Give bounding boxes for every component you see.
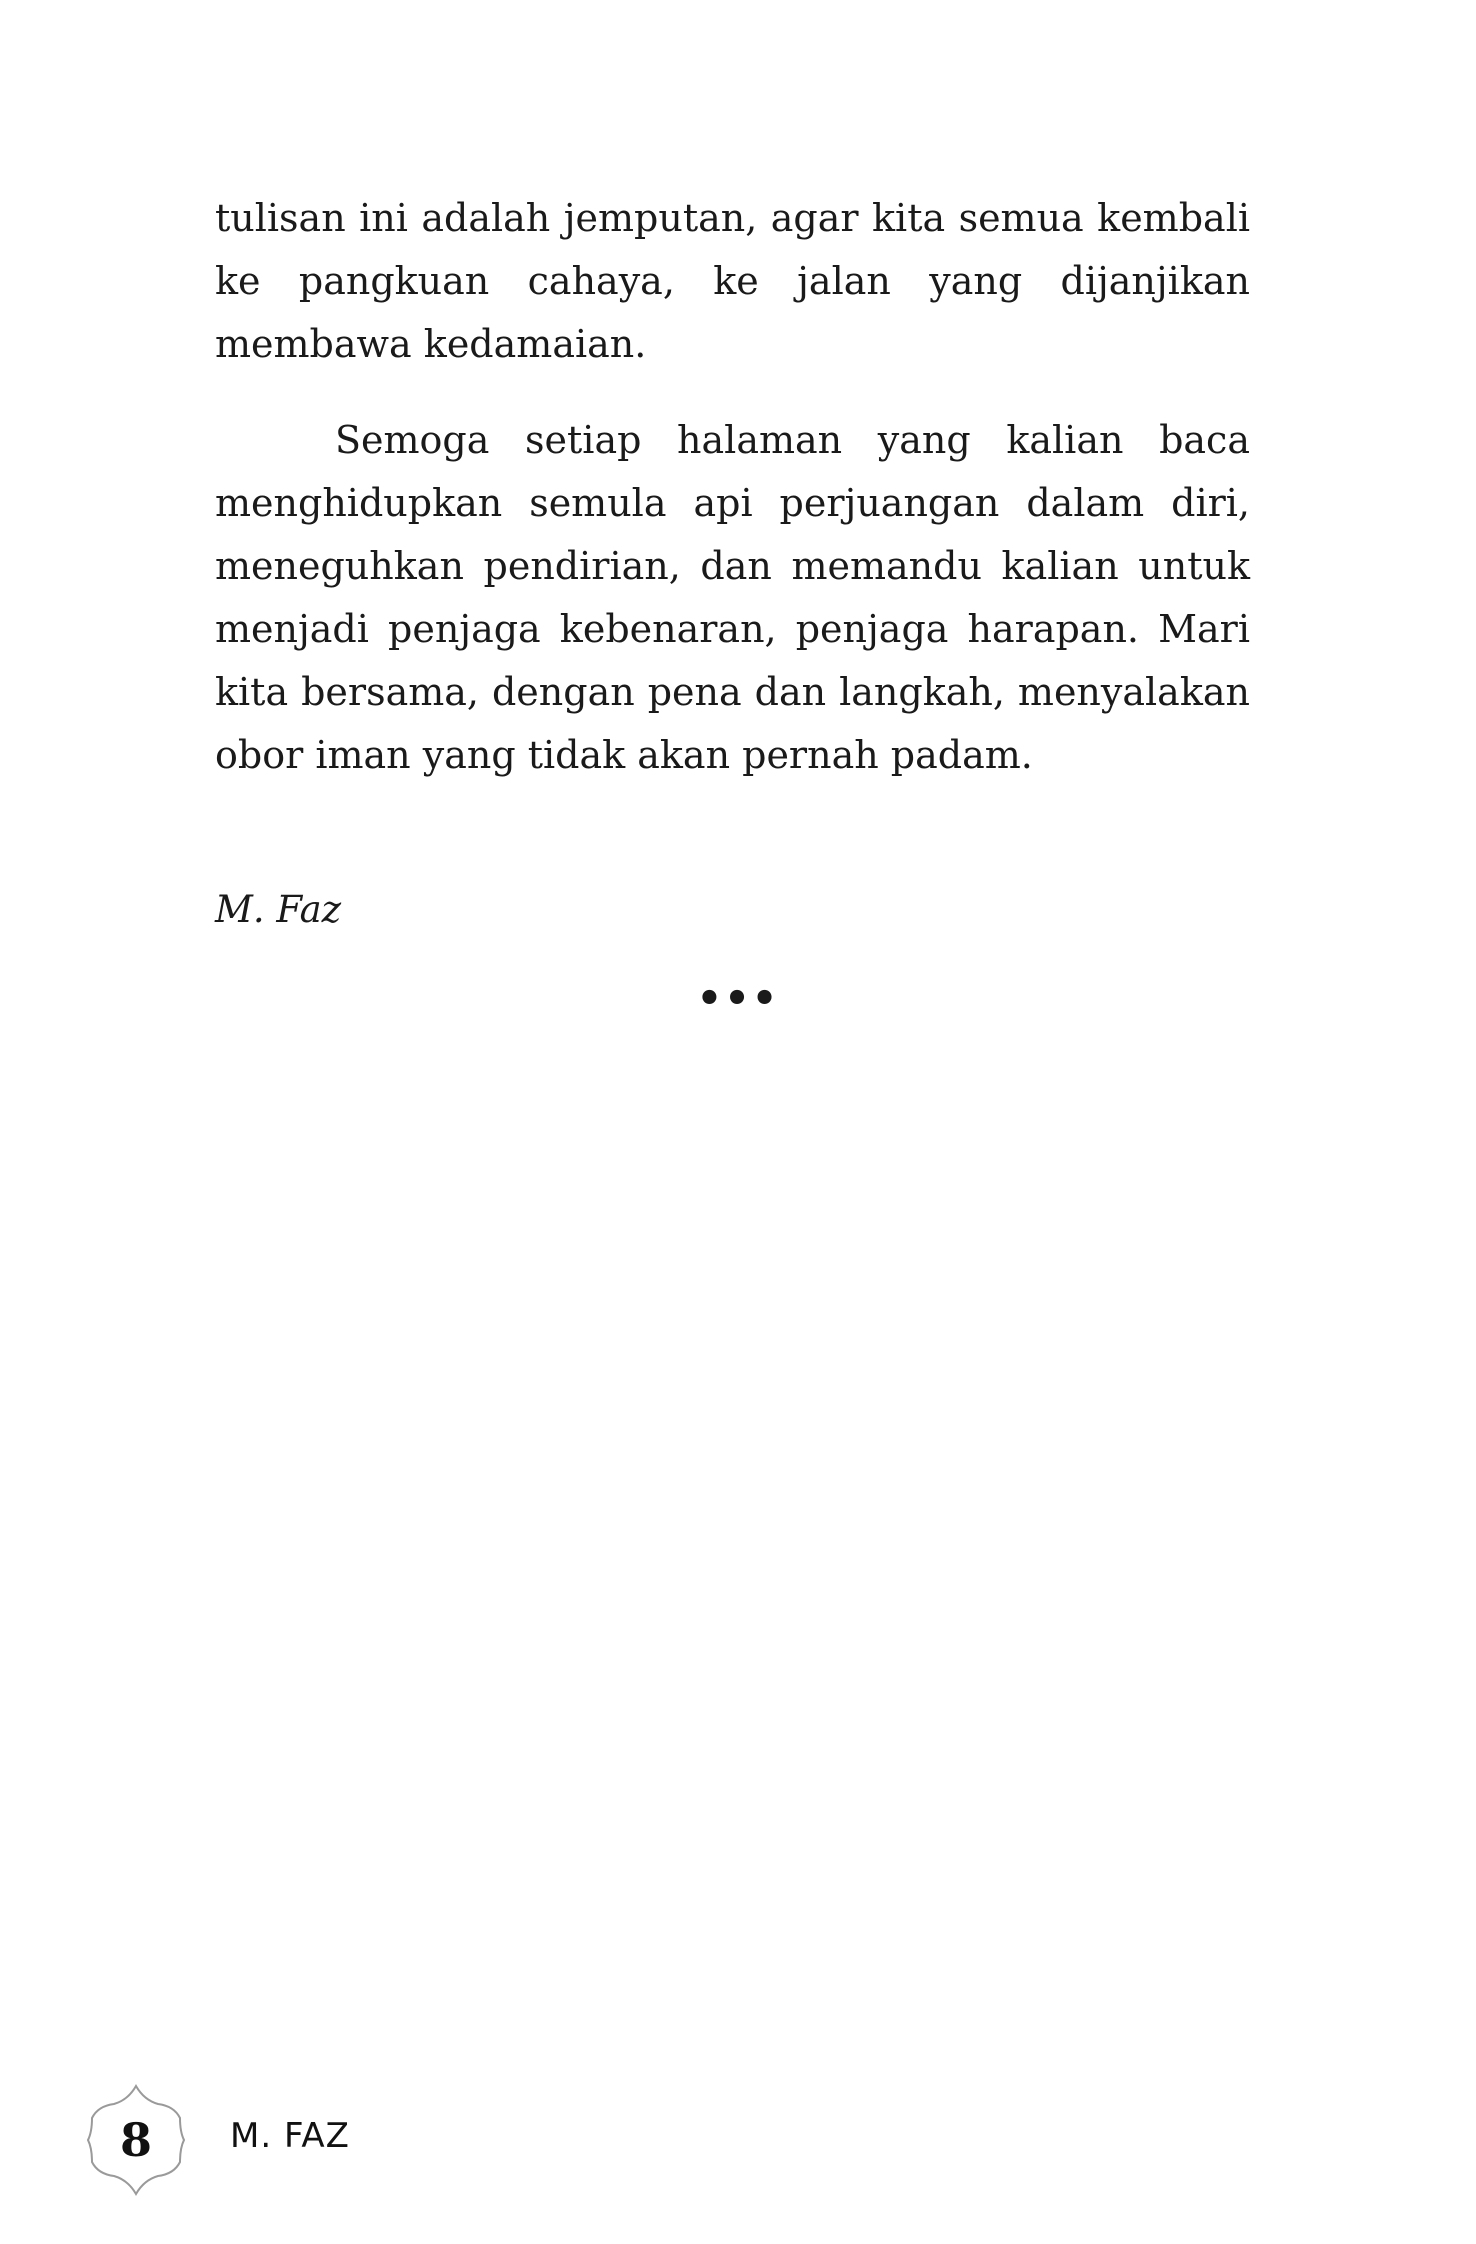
page-number: 8 bbox=[119, 2113, 152, 2167]
running-head-author: M. FAZ bbox=[230, 2116, 350, 2156]
section-separator: ••• bbox=[696, 975, 780, 1022]
page-number-badge bbox=[84, 2082, 188, 2198]
paragraph-continuation: tulisan ini adalah jemputan, agar kita semua kembali ke pangkuan cahaya, ke jalan yang dijanjikan membawa kedamaian. bbox=[215, 196, 1250, 366]
author-signature: M. Faz bbox=[215, 888, 342, 931]
paragraph-closing: Semoga setiap halaman yang kalian baca menghidupkan semula api perjuangan dalam diri, meneguhkan pendirian, dan memandu kalian untuk menjadi penjaga kebenaran, penjaga harapan. Mari kita bersama, dengan pena dan langkah, menyalakan obor iman yang tidak akan pernah padam. bbox=[215, 418, 1250, 777]
